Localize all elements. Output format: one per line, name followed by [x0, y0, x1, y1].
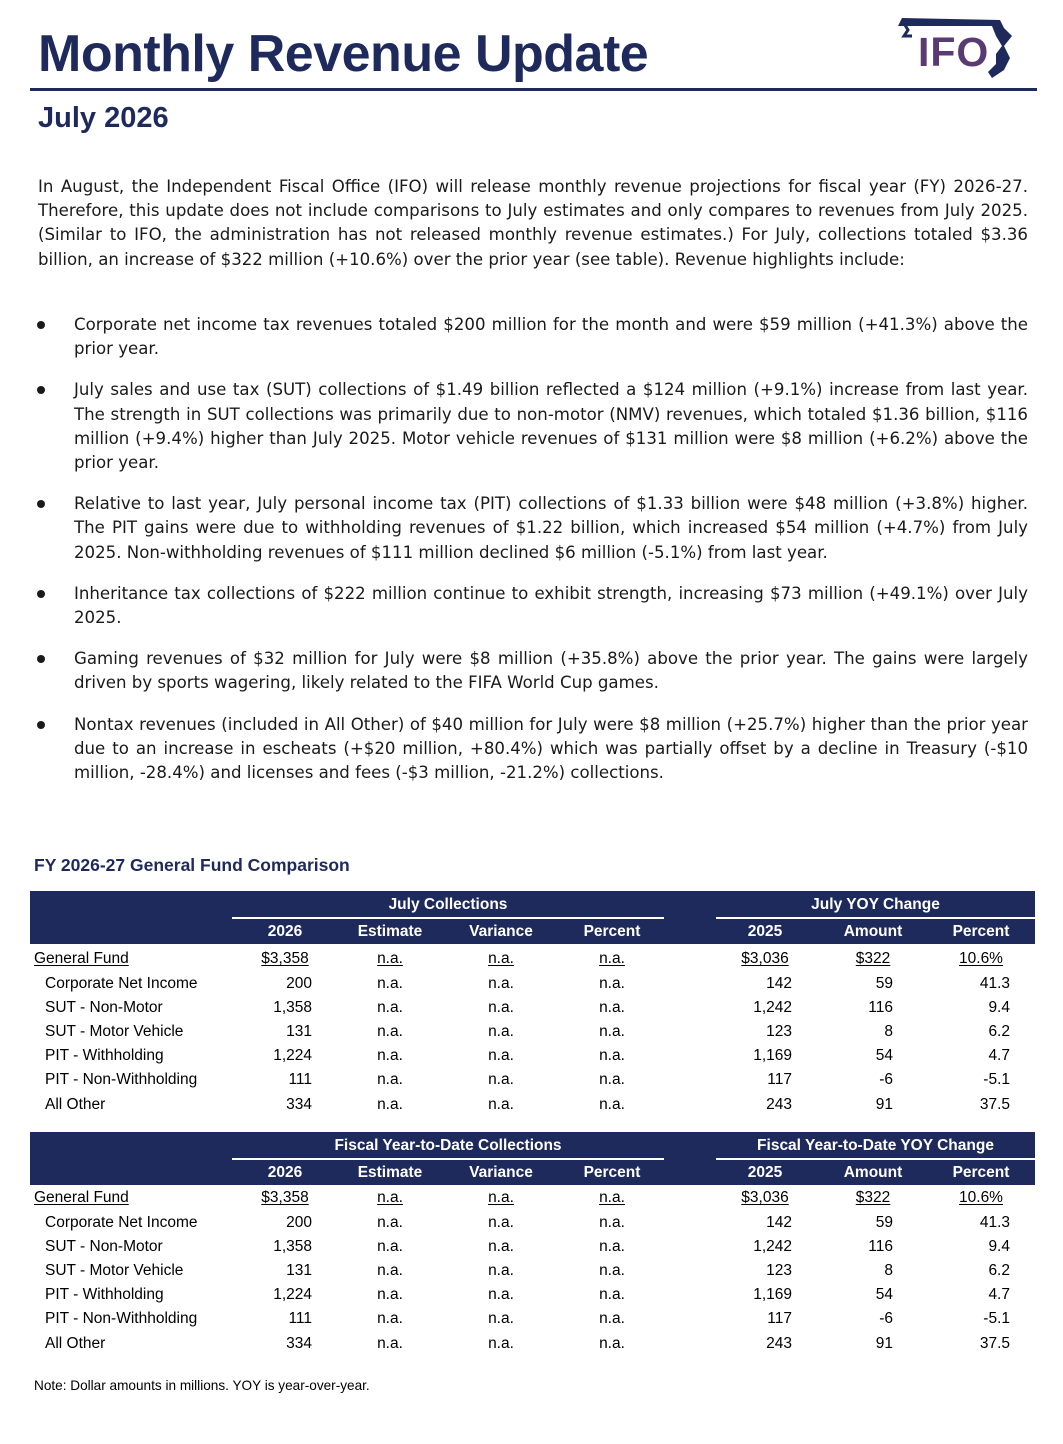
table-cell: 1,242	[753, 1238, 792, 1255]
underlined-value: 10.6%	[959, 1189, 1003, 1206]
underlined-value: n.a.	[377, 1189, 403, 1206]
underlined-value: n.a.	[488, 950, 514, 967]
table-row	[30, 949, 1035, 973]
bullet-icon	[37, 500, 45, 508]
column-header: 2025	[747, 1164, 783, 1181]
bullet-text: Nontax revenues (included in All Other) of $40 million for July were $8 million (+25.7%) higher than the prior year due to an increase in escheats (+$20 million, +80.4%) which was partially offset by a decline in Treasury (-$10 million, -28.4%) and licenses and fees (-$3 million, -21.2%) collections.	[74, 714, 1028, 783]
table-cell: 116	[868, 999, 893, 1016]
table-row	[30, 1095, 1035, 1119]
table-cell: 123	[766, 1262, 792, 1279]
underlined-value: General Fund	[34, 1189, 129, 1206]
row-label: SUT - Motor Vehicle	[45, 1262, 184, 1279]
underlined-value: $3,358	[261, 950, 309, 967]
table-cell	[823, 949, 923, 969]
table-cell: n.a.	[599, 1286, 625, 1303]
list-item	[30, 582, 1028, 630]
table-cell: -5.1	[983, 1310, 1010, 1327]
header-divider	[30, 88, 1037, 91]
table-cell: 117	[767, 1310, 792, 1327]
column-header: 2026	[267, 1164, 303, 1181]
column-header: Estimate	[357, 1164, 423, 1181]
table-cell: n.a.	[377, 999, 403, 1016]
table-cell: n.a.	[488, 1310, 514, 1327]
column-header: Amount	[843, 1164, 903, 1181]
table-cell: 131	[286, 1262, 312, 1279]
table-cell: n.a.	[377, 1214, 403, 1231]
underlined-value: n.a.	[377, 950, 403, 967]
table-cell: -5.1	[983, 1071, 1010, 1088]
table-row	[30, 1309, 1035, 1333]
row-label: PIT - Withholding	[45, 1047, 164, 1064]
table-cell: 1,242	[753, 999, 792, 1016]
table-cell: 200	[286, 975, 312, 992]
table-cell: 41.3	[979, 1214, 1010, 1231]
table-row	[30, 1334, 1035, 1358]
table-cell: n.a.	[488, 1071, 514, 1088]
row-label: PIT - Non-Withholding	[45, 1310, 198, 1327]
group-underline	[716, 1158, 1035, 1160]
table-cell: 4.7	[988, 1047, 1010, 1064]
table-cell: n.a.	[488, 1047, 514, 1064]
table-cell: 37.5	[979, 1335, 1010, 1352]
table-cell: n.a.	[377, 1047, 403, 1064]
row-label	[34, 1188, 129, 1208]
column-header: Percent	[583, 923, 641, 940]
bullet-icon	[37, 590, 45, 598]
table-cell: 334	[286, 1335, 312, 1352]
logo-text: IFO	[918, 29, 990, 75]
table-cell: n.a.	[377, 1335, 403, 1352]
table-cell: n.a.	[377, 975, 403, 992]
table-cell: 41.3	[979, 975, 1010, 992]
table-row	[30, 1070, 1035, 1094]
table-row	[30, 1213, 1035, 1237]
table-cell	[823, 1188, 923, 1208]
intro-paragraph: In August, the Independent Fiscal Office (IFO) will release monthly revenue projections for fiscal year (FY) 2026-27. Therefore, this update does not include comparisons to July estimates and only compares to revenues from July 2025. (Similar to IFO, the administration has not released monthly revenue estimates.) For July, collections totaled $3.36 billion, an increase of $322 million (+10.6%) over the prior year (see table). Revenue highlights include:	[38, 177, 1028, 269]
table-row	[30, 1237, 1035, 1261]
table-cell	[562, 949, 662, 969]
table-row	[30, 1188, 1035, 1212]
row-label	[34, 949, 129, 969]
column-header: Variance	[469, 1164, 533, 1181]
table-cell: n.a.	[377, 1262, 403, 1279]
row-label: Corporate Net Income	[45, 1214, 198, 1231]
table-cell: 142	[766, 975, 792, 992]
bullet-icon	[37, 721, 45, 729]
table-cell: n.a.	[488, 999, 514, 1016]
table-cell: 59	[875, 975, 893, 992]
table-cell: n.a.	[377, 1096, 403, 1113]
list-item	[30, 713, 1028, 786]
bullet-icon	[37, 386, 45, 394]
table-cell: 91	[875, 1096, 893, 1113]
row-label: All Other	[45, 1096, 106, 1113]
row-label: All Other	[45, 1335, 106, 1352]
table-cell: 54	[875, 1047, 893, 1064]
column-header: Estimate	[357, 923, 423, 940]
table-cell: 131	[286, 1023, 312, 1040]
table-cell: n.a.	[599, 975, 625, 992]
table-cell: 6.2	[988, 1023, 1010, 1040]
table-cell: 142	[766, 1214, 792, 1231]
table-cell: n.a.	[488, 1238, 514, 1255]
table-cell: 243	[766, 1335, 792, 1352]
group-header-left: Fiscal Year-to-Date Collections	[334, 1137, 562, 1154]
table-cell: 334	[286, 1096, 312, 1113]
table-cell: 1,224	[273, 1047, 312, 1064]
list-item	[30, 313, 1028, 361]
table-cell: 54	[875, 1286, 893, 1303]
table-cell: 8	[884, 1262, 893, 1279]
bullet-text: Relative to last year, July personal income tax (PIT) collections of $1.33 billion were $48 million (+3.8%) higher. The PIT gains were due to withholding revenues of $1.22 billion, which increased $54 million (+4.7%) from July 2025. Non-withholding revenues of $111 million declined $6 million (-5.1%) from last year.	[74, 494, 1028, 562]
table-cell: 1,358	[273, 1238, 312, 1255]
bullet-text: Gaming revenues of $32 million for July were $8 million (+35.8%) above the prior year. The gains were largely driven by sports wagering, likely related to the FIFA World Cup games.	[74, 649, 1028, 693]
underlined-value: n.a.	[599, 950, 625, 967]
table-cell: 1,358	[273, 999, 312, 1016]
group-header-right: Fiscal Year-to-Date YOY Change	[757, 1137, 994, 1154]
table-cell: 9.4	[988, 1238, 1010, 1255]
column-header: Percent	[583, 1164, 641, 1181]
column-header: 2025	[747, 923, 783, 940]
table-cell: 9.4	[988, 999, 1010, 1016]
table-cell: -6	[879, 1071, 893, 1088]
table-row	[30, 1022, 1035, 1046]
row-label: PIT - Withholding	[45, 1286, 164, 1303]
table-cell: 8	[884, 1023, 893, 1040]
row-label: SUT - Motor Vehicle	[45, 1023, 184, 1040]
table-cell: 117	[767, 1071, 792, 1088]
table-row	[30, 1046, 1035, 1070]
group-underline	[716, 917, 1035, 919]
table-cell: n.a.	[488, 1023, 514, 1040]
list-item	[30, 492, 1028, 565]
row-label: PIT - Non-Withholding	[45, 1071, 198, 1088]
table-row	[30, 974, 1035, 998]
table-row	[30, 1261, 1035, 1285]
table-cell: n.a.	[599, 1335, 625, 1352]
bullet-text: Corporate net income tax revenues totaled $200 million for the month and were $59 million (+41.3%) above the prior year.	[74, 315, 1028, 359]
underlined-value: $322	[855, 950, 891, 967]
column-header: Variance	[469, 923, 533, 940]
column-header: Amount	[843, 923, 903, 940]
table-cell	[715, 1188, 815, 1208]
table-cell: 91	[875, 1335, 893, 1352]
table-cell: n.a.	[488, 1214, 514, 1231]
table-cell	[715, 949, 815, 969]
group-underline	[232, 1158, 664, 1160]
table-cell	[451, 1188, 551, 1208]
table-cell: 123	[766, 1023, 792, 1040]
table-cell: n.a.	[599, 1071, 625, 1088]
table-cell: n.a.	[488, 1096, 514, 1113]
group-header-right: July YOY Change	[811, 896, 940, 913]
table-cell: n.a.	[377, 1023, 403, 1040]
underlined-value: $3,358	[261, 1189, 309, 1206]
bullet-text: Inheritance tax collections of $222 million continue to exhibit strength, increasing $73 million (+49.1%) over July 2025.	[74, 583, 1028, 628]
row-label: Corporate Net Income	[45, 975, 198, 992]
row-label: SUT - Non-Motor	[45, 1238, 163, 1255]
table-cell: n.a.	[599, 1096, 625, 1113]
table-cell	[451, 949, 551, 969]
table-cell: 243	[766, 1096, 792, 1113]
table-cell: n.a.	[599, 1238, 625, 1255]
underlined-value: General Fund	[34, 950, 129, 967]
table-cell: n.a.	[599, 1262, 625, 1279]
list-item	[30, 647, 1028, 695]
table-row	[30, 998, 1035, 1022]
table-cell: n.a.	[377, 1310, 403, 1327]
column-header: 2026	[267, 923, 303, 940]
bullet-icon	[37, 655, 45, 663]
table-cell: 111	[288, 1071, 312, 1088]
group-header-left: July Collections	[388, 896, 508, 913]
table-cell	[340, 949, 440, 969]
table-cell: 1,169	[753, 1286, 792, 1303]
table-cell: 1,224	[273, 1286, 312, 1303]
underlined-value: n.a.	[488, 1189, 514, 1206]
table-cell: 37.5	[979, 1096, 1010, 1113]
table-cell: n.a.	[488, 1335, 514, 1352]
table-cell: 6.2	[988, 1262, 1010, 1279]
table-cell: n.a.	[377, 1238, 403, 1255]
list-item	[30, 378, 1028, 475]
table-cell	[931, 949, 1031, 969]
table-cell	[340, 1188, 440, 1208]
table-cell: -6	[879, 1310, 893, 1327]
table-cell: n.a.	[599, 1310, 625, 1327]
table-cell	[562, 1188, 662, 1208]
page-subtitle: July 2026	[38, 102, 169, 134]
table-cell	[235, 949, 335, 969]
underlined-value: $322	[855, 1189, 891, 1206]
table-cell: 4.7	[988, 1286, 1010, 1303]
table-cell: n.a.	[488, 975, 514, 992]
bullet-text: July sales and use tax (SUT) collections of $1.49 billion reflected a $124 million (+9.1%) increase from last year. The strength in SUT collections was primarily due to non-motor (NMV) revenues, which totaled $1.36 billion, $116 million (+9.4%) higher than July 2025. Motor vehicle revenues of $131 million were $8 million (+6.2%) above the prior year.	[74, 380, 1028, 473]
table-cell: n.a.	[377, 1286, 403, 1303]
table-row	[30, 1285, 1035, 1309]
table-cell: 1,169	[753, 1047, 792, 1064]
column-header: Percent	[952, 923, 1010, 940]
underlined-value: $3,036	[741, 1189, 789, 1206]
column-header: Percent	[952, 1164, 1010, 1181]
table-cell: 200	[286, 1214, 312, 1231]
bullet-icon	[37, 321, 45, 329]
highlights-list	[30, 313, 1028, 802]
table-cell: n.a.	[599, 1214, 625, 1231]
table-cell: 59	[875, 1214, 893, 1231]
table-title: FY 2026-27 General Fund Comparison	[34, 855, 350, 875]
table-cell	[931, 1188, 1031, 1208]
table-cell: n.a.	[599, 1047, 625, 1064]
underlined-value: n.a.	[599, 1189, 625, 1206]
table-cell: n.a.	[599, 1023, 625, 1040]
table-cell	[235, 1188, 335, 1208]
underlined-value: 10.6%	[959, 950, 1003, 967]
table-cell: n.a.	[599, 999, 625, 1016]
table-cell: 116	[868, 1238, 893, 1255]
table-cell: 111	[288, 1310, 312, 1327]
row-label: SUT - Non-Motor	[45, 999, 163, 1016]
table-cell: n.a.	[488, 1286, 514, 1303]
table-cell: n.a.	[377, 1071, 403, 1088]
table-note: Note: Dollar amounts in millions. YOY is year-over-year.	[34, 1378, 370, 1393]
page-title: Monthly Revenue Update	[38, 25, 649, 83]
underlined-value: $3,036	[741, 950, 789, 967]
group-underline	[232, 917, 664, 919]
table-cell: n.a.	[488, 1262, 514, 1279]
